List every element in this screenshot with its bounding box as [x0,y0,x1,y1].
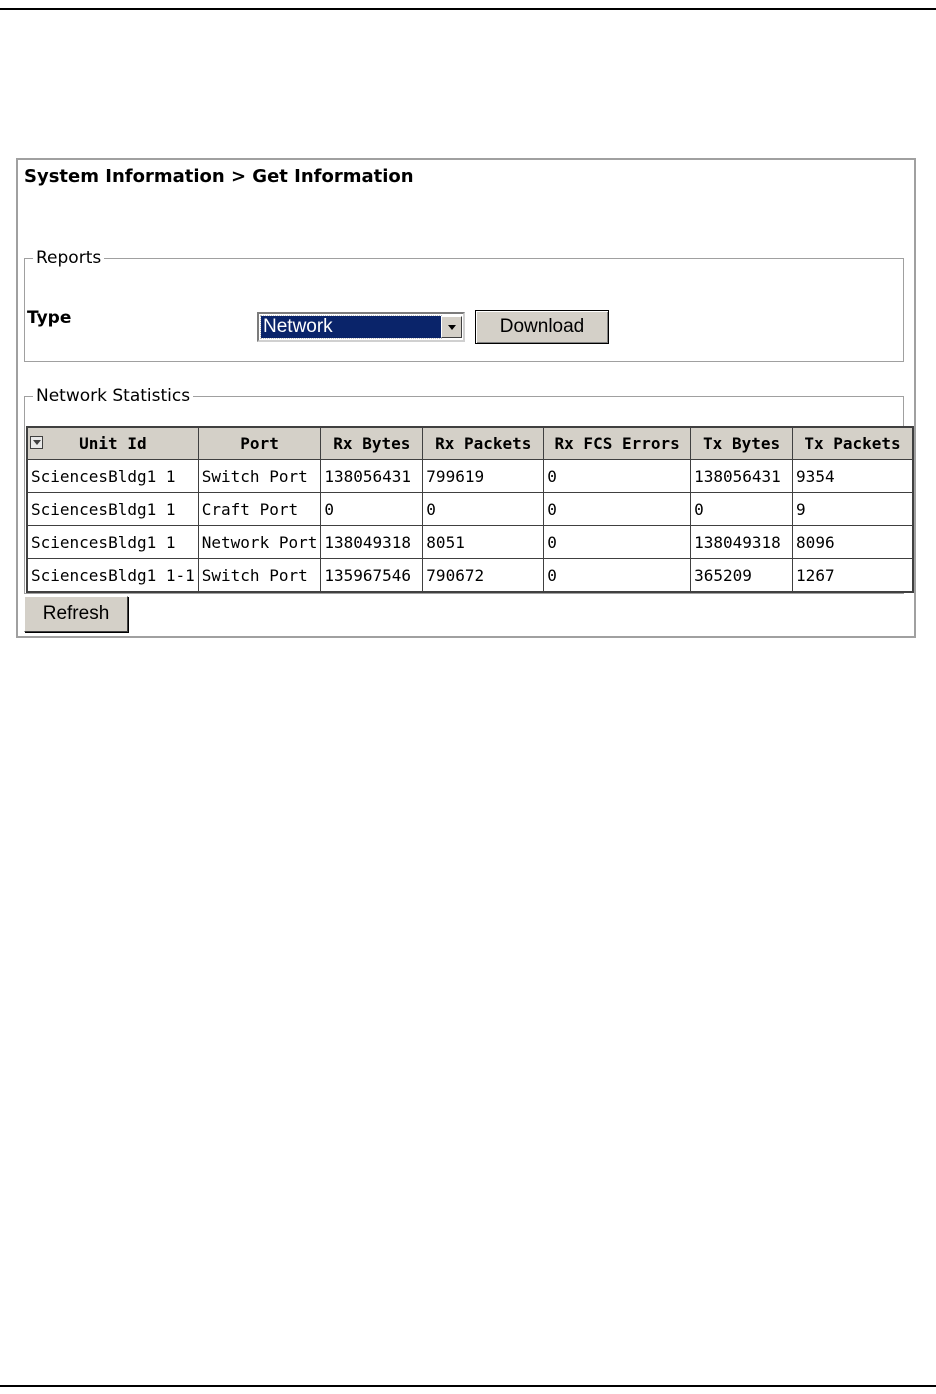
download-button[interactable]: Download [475,310,609,344]
column-header-rx-bytes[interactable]: Rx Bytes [321,427,423,460]
cell-rx-fcs-errors: 0 [544,526,691,559]
cell-rx-bytes: 138049318 [321,526,423,559]
network-statistics-table [26,426,914,593]
column-header-tx-bytes[interactable]: Tx Bytes [691,427,793,460]
page-top-rule [0,8,936,10]
cell-tx-bytes: 138049318 [691,526,793,559]
cell-rx-fcs-errors: 0 [544,460,691,493]
table-row [27,559,913,593]
report-type-select[interactable] [257,312,465,342]
cell-unit-id: SciencesBldg1 1 [27,526,198,559]
cell-tx-bytes: 138056431 [691,460,793,493]
column-header-rx-fcs-errors[interactable]: Rx FCS Errors [544,427,691,460]
page-title: System Information > Get Information [24,166,414,187]
refresh-button[interactable]: Refresh [24,596,128,632]
cell-rx-fcs-errors: 0 [544,493,691,526]
reports-legend: Reports [36,248,102,268]
cell-tx-packets: 8096 [793,526,913,559]
cell-tx-bytes: 365209 [691,559,793,593]
cell-rx-fcs-errors: 0 [544,559,691,593]
page-bottom-rule [0,1385,936,1387]
table-row [27,460,913,493]
cell-tx-packets: 9 [793,493,913,526]
network-statistics-legend: Network Statistics [36,386,191,406]
reports-group [24,248,904,362]
sort-dropdown-icon[interactable] [30,436,43,449]
type-label: Type [27,308,72,328]
cell-unit-id: SciencesBldg1 1 [27,493,198,526]
table-header-row [27,427,913,460]
cell-tx-packets: 9354 [793,460,913,493]
chevron-down-icon[interactable] [441,316,462,338]
cell-rx-packets: 790672 [423,559,544,593]
column-header-unit-id[interactable] [27,427,198,460]
column-header-label: Unit Id [79,434,147,453]
cell-port: Switch Port [198,559,321,593]
column-header-tx-packets[interactable]: Tx Packets [793,427,913,460]
cell-tx-bytes: 0 [691,493,793,526]
cell-rx-packets: 0 [423,493,544,526]
table-row [27,526,913,559]
cell-port: Craft Port [198,493,321,526]
cell-unit-id: SciencesBldg1 1-1 [27,559,198,593]
cell-port: Network Port [198,526,321,559]
cell-rx-packets: 8051 [423,526,544,559]
cell-rx-packets: 799619 [423,460,544,493]
cell-rx-bytes: 135967546 [321,559,423,593]
cell-rx-bytes: 138056431 [321,460,423,493]
column-header-port[interactable]: Port [198,427,321,460]
column-header-rx-packets[interactable]: Rx Packets [423,427,544,460]
cell-tx-packets: 1267 [793,559,913,593]
get-information-panel [16,158,916,638]
table-row [27,493,913,526]
cell-rx-bytes: 0 [321,493,423,526]
cell-port: Switch Port [198,460,321,493]
cell-unit-id: SciencesBldg1 1 [27,460,198,493]
report-type-selected-value[interactable]: Network [261,316,441,338]
